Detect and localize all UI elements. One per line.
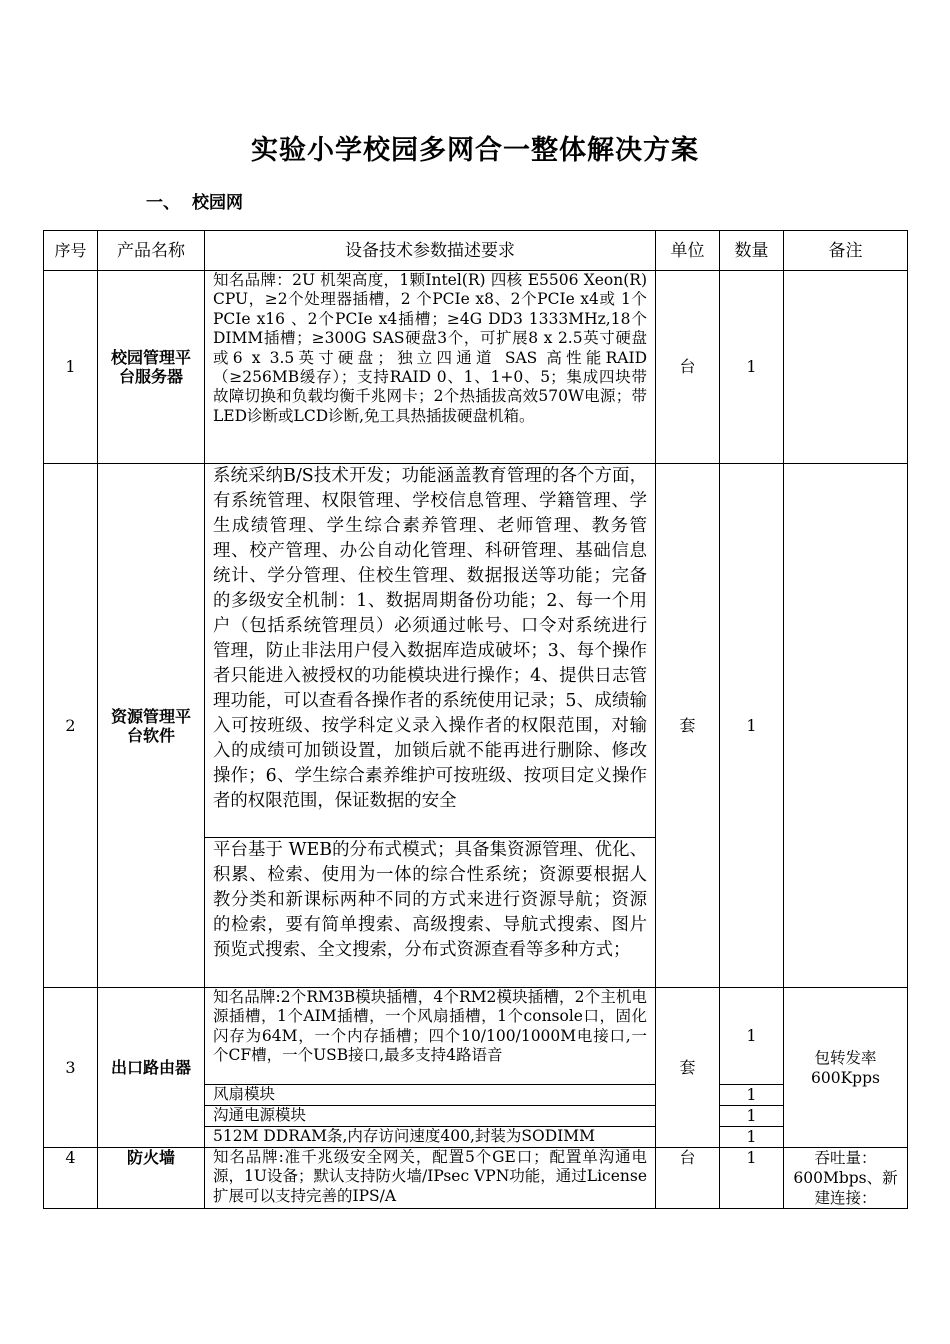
product-description: 系统采纳B/S技术开发；功能涵盖教育管理的各个方面，有系统管理、权限管理、学校信息管理、学籍管理、学生成绩管理、学生综合素养管理、老师管理、教务管理、校产管理、办公自动化管理、科研管理、基础信息统计、学分管理、住校生管理、数据报送等功能；完备的多级安全机制：1、数据周期备份功能；2、每一个用户（包括系统管理员）必须通过帐号、口令对系统进行管理，防止非法用户侵入数据库造成破坏；3、每个操作者只能进入被授权的功能模块进行操作；4、提供日志管理功能，可以查看各操作者的系统使用记录；5、成绩输入可按班级、按学科定义录入操作者的权限范围，对输入的成绩可加锁设置，加锁后就不能再进行删除、修改操作；6、学生综合素养维护可按班级、按项目定义操作者的权限范围，保证数据的安全 (205, 464, 656, 838)
header-product-name: 产品名称 (98, 231, 205, 271)
row-index: 3 (44, 988, 98, 1148)
header-unit: 单位 (656, 231, 720, 271)
table-row (44, 271, 908, 464)
table-row (44, 1148, 908, 1209)
equipment-table (43, 230, 908, 1209)
section-title: 校园网 (192, 193, 243, 213)
product-description-extra: 平台基于 WEB的分布式模式；具备集资源管理、优化、积累、检索、使用为一体的综合性系统；资源要根据人教分类和新课标两种不同的方式来进行资源导航；资源的检索，要有简单搜索、高级搜索、导航式搜索、图片预览式搜索、全文搜索，分布式资源查看等多种方式； (205, 838, 656, 988)
product-description: 知名品牌：2U 机架高度，1颗Intel(R) 四核 E5506 Xeon(R) CPU，≥2个处理器插槽，2 个PCIe x8、2个PCIe x4或 1个PCIe x16 、2个PCIe x4插槽；≥4G DD3 1333MHz,18个DIMM插槽；≥300G SAS硬盘3个，可扩展8 x 2.5英寸硬盘或6 x 3.5英寸硬盘；独立四通道 SAS 高性能RAID（≥256MB缓存）；支持RAID 0、1、1+0、5；集成四块带故障切换和负载均衡千兆网卡；2个热插拔高效570W电源；带LED诊断或LCD诊断,免工具热插拔硬盘机箱。 (205, 271, 656, 464)
sub-item-description: 风扇模块 (205, 1085, 656, 1106)
product-unit: 套 (656, 464, 720, 988)
sub-item-quantity: 1 (720, 1127, 784, 1148)
row-index: 4 (44, 1148, 98, 1209)
header-quantity: 数量 (720, 231, 784, 271)
product-unit: 台 (656, 271, 720, 464)
table-row (44, 464, 908, 838)
row-index: 1 (44, 271, 98, 464)
section-heading (146, 188, 243, 213)
product-unit: 套 (656, 988, 720, 1148)
sub-item-quantity: 1 (720, 1106, 784, 1127)
product-remark (784, 271, 908, 464)
header-index: 序号 (44, 231, 98, 271)
product-name: 出口路由器 (98, 988, 205, 1148)
product-remark: 包转发率600Kpps (784, 988, 908, 1148)
product-quantity: 1 (720, 464, 784, 988)
section-number: 一、 (146, 193, 180, 213)
product-quantity: 1 (720, 988, 784, 1085)
product-quantity: 1 (720, 271, 784, 464)
table-row (44, 988, 908, 1085)
sub-item-description: 512M DDRAM条,内存访问速度400,封装为SODIMM (205, 1127, 656, 1148)
product-description: 知名品牌:2个RM3B模块插槽，4个RM2模块插槽，2个主机电源插槽，1个AIM插槽，一个风扇插槽，1个console口，固化闪存为64M，一个内存插槽；四个10/100/1000M电接口,一个CF槽，一个USB接口,最多支持4路语音 (205, 988, 656, 1085)
product-name: 资源管理平台软件 (98, 464, 205, 988)
product-name: 防火墙 (98, 1148, 205, 1209)
product-remark (784, 464, 908, 988)
product-description: 知名品牌:准千兆级安全网关，配置5个GE口；配置单沟通电源，1U设备；默认支持防火墙/IPsec VPN功能，通过License扩展可以支持完善的IPS/A (205, 1148, 656, 1209)
sub-item-quantity: 1 (720, 1085, 784, 1106)
header-description: 设备技术参数描述要求 (205, 231, 656, 271)
document-title: 实验小学校园多网合一整体解决方案 (251, 135, 699, 166)
product-quantity: 1 (720, 1148, 784, 1209)
row-index: 2 (44, 464, 98, 988)
product-unit: 台 (656, 1148, 720, 1209)
header-remark: 备注 (784, 231, 908, 271)
product-name: 校园管理平台服务器 (98, 271, 205, 464)
table-header-row (44, 231, 908, 271)
product-remark: 吞吐量：600Mbps、新建连接： (784, 1148, 908, 1209)
sub-item-description: 沟通电源模块 (205, 1106, 656, 1127)
